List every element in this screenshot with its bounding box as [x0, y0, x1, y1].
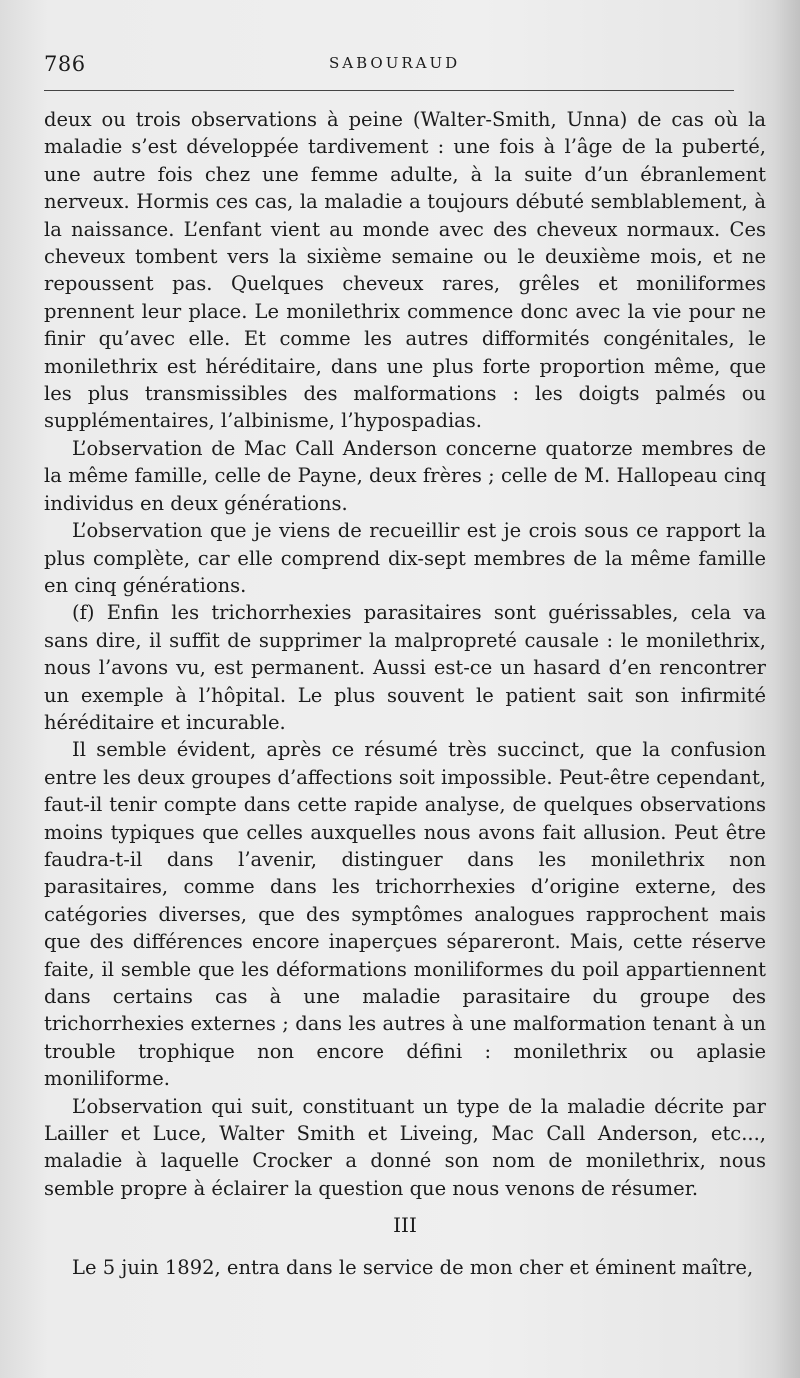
paragraph-4: (f) Enfin les trichorrhexies parasitaires sont guérissables, cela va sans dire, il suffit de supprimer la malpropreté causale : le monilethrix, nous l’avons vu, est permanent. Aussi est-ce un hasard d’en rencontrer un exemple à l’hôpital. Le plus souvent le patient sait son infirmité héréditaire et incurable. — [44, 601, 766, 734]
paragraph-7: Le 5 juin 1892, entra dans le service de mon cher et éminent maître, — [72, 1255, 754, 1279]
section-heading: III — [393, 1213, 417, 1238]
running-head: SABOURAUD — [329, 54, 461, 72]
paragraph-6: L’observation qui suit, constituant un type de la maladie décrite par Lailler et Luce, Walter Smith et Liveing, Mac Call Anderson, etc..., maladie à laquelle Crocker a donné son nom de monilethrix, nous semble propre à éclairer la question que nous venons de résumer. — [44, 1094, 766, 1200]
header-rule — [44, 90, 734, 91]
paragraph-2: L’observation de Mac Call Anderson concerne quatorze membres de la même famille, celle de Payne, deux frères ; celle de M. Hallopeau cinq individus en deux générations. — [44, 436, 766, 515]
paragraph-3: L’observation que je viens de recueillir est je crois sous ce rapport la plus complète, car elle comprend dix-sept membres de la même famille en cinq générations. — [44, 519, 766, 597]
page-number: 786 — [44, 52, 86, 76]
page-edge-shadow — [774, 0, 800, 1378]
body-text — [44, 106, 766, 1281]
page-header — [44, 48, 744, 80]
paragraph-1: deux ou trois observations à peine (Walter-Smith, Unna) de cas où la maladie s’est développée tardivement : une fois à l’âge de la puberté, une autre fois chez une femme adulte, à la suite d’un ébranlement nerveux. Hormis ces cas, la maladie a toujours débuté semblablement, à la naissance. L’enfant vient au monde avec des cheveux normaux. Ces cheveux tombent vers la sixième semaine ou le deuxième mois, et ne repoussent pas. Quelques cheveux rares, grêles et moniliformes prennent leur place. Le monilethrix commence donc avec la vie pour ne finir qu’avec elle. Et comme les autres difformités congénitales, le monilethrix est héréditaire, dans une plus forte proportion même, que les plus transmissibles des malformations : les doigts palmés ou supplémentaires, l’albinisme, l’hypospadias. — [44, 108, 766, 433]
paragraph-5: Il semble évident, après ce résumé très succinct, que la confusion entre les deux groupes d’affections soit impossible. Peut-être cependant, faut-il tenir compte dans cette rapide analyse, de quelques observations moins typiques que celles auxquelles nous avons fait allusion. Peut être faudra-t-il dans l’avenir, distinguer dans les monilethrix non parasitaires, comme dans les trichorrhexies d’origine externe, des catégories diverses, que des symptômes analogues rapprochent mais que des différences encore inaperçues sépareront. Mais, cette réserve faite, il semble que les déformations moniliformes du poil appartiennent dans certains cas à une maladie parasitaire du groupe des trichorrhexies externes ; dans les autres à une malformation tenant à un trouble trophique non encore défini : monilethrix ou aplasie moniliforme. — [44, 738, 766, 1091]
